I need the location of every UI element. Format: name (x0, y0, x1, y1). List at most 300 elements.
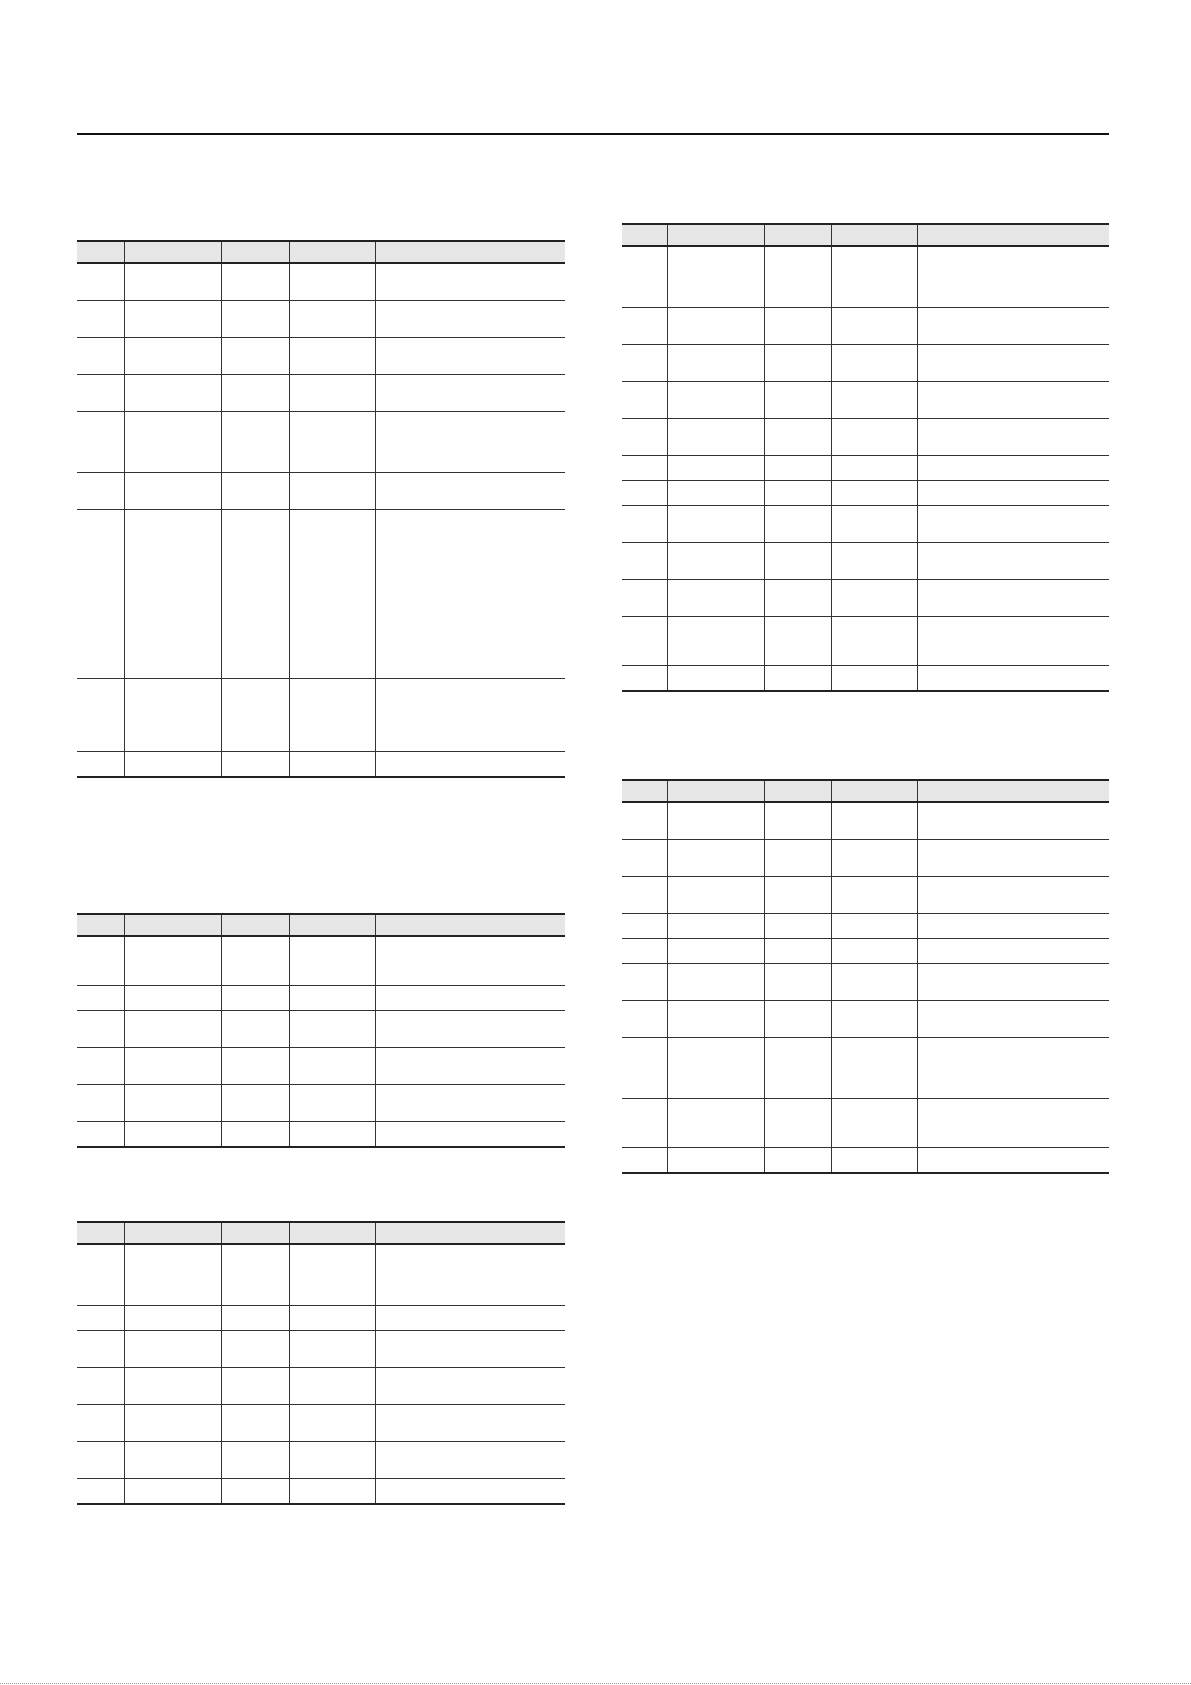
table-row (622, 456, 1109, 481)
table-row (77, 510, 565, 679)
table-cell (375, 1048, 565, 1085)
table-row (77, 679, 565, 752)
header-cell (375, 914, 565, 936)
table-cell (831, 419, 917, 456)
table-cell (124, 473, 221, 510)
table-header-row (77, 1222, 565, 1244)
table-cell (831, 877, 917, 914)
table-cell (124, 1368, 221, 1405)
table-cell (289, 338, 375, 375)
table-cell (124, 510, 221, 679)
table-cell (375, 412, 565, 473)
table-cell (764, 580, 831, 617)
table-cell (289, 1085, 375, 1122)
table-cell (667, 666, 764, 692)
table-header-row (77, 914, 565, 936)
table-cell (289, 473, 375, 510)
table-cell (375, 1122, 565, 1148)
table-cell (77, 263, 124, 301)
table-cell (375, 936, 565, 986)
table-cell (622, 506, 667, 543)
table-row (622, 506, 1109, 543)
table-row (622, 1001, 1109, 1038)
table-cell (622, 939, 667, 964)
parameter-table-3 (77, 1221, 565, 1505)
table-cell (764, 308, 831, 345)
table-cell (831, 506, 917, 543)
table-cell (667, 1099, 764, 1148)
parameter-table-2 (77, 913, 565, 1148)
table-row (77, 301, 565, 338)
table-row (622, 802, 1109, 840)
table-cell (622, 580, 667, 617)
table-cell (622, 877, 667, 914)
table-cell (667, 456, 764, 481)
table-cell (77, 375, 124, 412)
table-cell (124, 1244, 221, 1306)
header-cell (124, 241, 221, 263)
table-row (622, 308, 1109, 345)
table-cell (667, 964, 764, 1001)
table-cell (667, 308, 764, 345)
table-cell (221, 263, 289, 301)
table-cell (289, 1442, 375, 1479)
table-cell (77, 1048, 124, 1085)
table-cell (124, 1048, 221, 1085)
table-cell (77, 1122, 124, 1148)
table-cell (375, 375, 565, 412)
table-cell (831, 666, 917, 692)
table-cell (667, 939, 764, 964)
table-row (77, 986, 565, 1011)
table-cell (289, 1011, 375, 1048)
table-cell (77, 510, 124, 679)
table-cell (289, 936, 375, 986)
table-cell (917, 456, 1109, 481)
table-cell (831, 840, 917, 877)
table-cell (221, 1442, 289, 1479)
table-cell (124, 1085, 221, 1122)
table-cell (764, 246, 831, 308)
table-row (77, 338, 565, 375)
table-row (77, 1085, 565, 1122)
table-cell (622, 802, 667, 840)
table-cell (77, 679, 124, 752)
table-cell (289, 986, 375, 1011)
table-cell (77, 936, 124, 986)
table-cell (764, 939, 831, 964)
table-cell (77, 1368, 124, 1405)
table-cell (917, 419, 1109, 456)
header-cell (764, 780, 831, 802)
table-header-row (622, 780, 1109, 802)
table-row (622, 840, 1109, 877)
table-cell (221, 1085, 289, 1122)
table-row (622, 964, 1109, 1001)
table-row (77, 1368, 565, 1405)
table-cell (622, 456, 667, 481)
table-cell (77, 1442, 124, 1479)
table-cell (764, 840, 831, 877)
table-cell (289, 301, 375, 338)
table-cell (375, 510, 565, 679)
table-cell (667, 506, 764, 543)
table-cell (375, 473, 565, 510)
parameter-table-1 (77, 240, 565, 778)
table-cell (917, 506, 1109, 543)
table-cell (667, 802, 764, 840)
table-cell (124, 301, 221, 338)
table-row (77, 1405, 565, 1442)
table-cell (221, 752, 289, 778)
table-row (77, 1122, 565, 1148)
table-row (77, 1048, 565, 1085)
table-cell (221, 1331, 289, 1368)
table-cell (221, 1405, 289, 1442)
table-cell (831, 382, 917, 419)
table-cell (221, 1368, 289, 1405)
table-cell (622, 1001, 667, 1038)
table-cell (917, 345, 1109, 382)
table-cell (289, 1244, 375, 1306)
table-cell (764, 802, 831, 840)
header-cell (667, 224, 764, 246)
table-row (622, 481, 1109, 506)
table-row (622, 580, 1109, 617)
header-cell (667, 780, 764, 802)
table-cell (221, 679, 289, 752)
parameter-table-5 (622, 779, 1109, 1174)
table-row (622, 345, 1109, 382)
table-cell (124, 412, 221, 473)
table-cell (289, 263, 375, 301)
table-cell (831, 308, 917, 345)
table-cell (831, 345, 917, 382)
table-row (77, 1331, 565, 1368)
table-cell (917, 802, 1109, 840)
table-cell (764, 877, 831, 914)
table-cell (764, 543, 831, 580)
table-cell (622, 481, 667, 506)
table-cell (831, 1148, 917, 1174)
table-cell (667, 617, 764, 666)
table-cell (917, 914, 1109, 939)
table-cell (831, 481, 917, 506)
table-cell (375, 679, 565, 752)
table-cell (622, 419, 667, 456)
table-cell (917, 939, 1109, 964)
table-cell (917, 543, 1109, 580)
table-cell (917, 246, 1109, 308)
table-cell (289, 752, 375, 778)
table-cell (77, 1331, 124, 1368)
table-cell (124, 1306, 221, 1331)
table-cell (124, 1011, 221, 1048)
table-cell (917, 666, 1109, 692)
table-cell (124, 263, 221, 301)
table-cell (289, 1405, 375, 1442)
table-cell (221, 1048, 289, 1085)
header-cell (124, 1222, 221, 1244)
table-cell (831, 939, 917, 964)
table-cell (622, 1038, 667, 1099)
table-row (622, 419, 1109, 456)
table-cell (764, 1001, 831, 1038)
table-cell (77, 412, 124, 473)
table-row (77, 752, 565, 778)
table-row (622, 939, 1109, 964)
table-cell (831, 914, 917, 939)
header-cell (77, 241, 124, 263)
header-cell (77, 914, 124, 936)
table-cell (77, 473, 124, 510)
table-cell (667, 840, 764, 877)
table-row (622, 617, 1109, 666)
table-cell (289, 679, 375, 752)
table-cell (124, 986, 221, 1011)
table-cell (917, 1038, 1109, 1099)
table-cell (667, 580, 764, 617)
header-cell (221, 241, 289, 263)
table-cell (221, 473, 289, 510)
header-cell (221, 914, 289, 936)
table-cell (289, 510, 375, 679)
table-cell (375, 752, 565, 778)
table-cell (622, 1148, 667, 1174)
header-cell (375, 241, 565, 263)
table-cell (124, 1122, 221, 1148)
table-cell (375, 1244, 565, 1306)
table-cell (667, 877, 764, 914)
table-row (622, 1148, 1109, 1174)
table-row (77, 1479, 565, 1505)
table-cell (764, 1038, 831, 1099)
table-cell (667, 1148, 764, 1174)
table-row (77, 473, 565, 510)
table-cell (124, 1331, 221, 1368)
table-cell (667, 481, 764, 506)
table-cell (622, 345, 667, 382)
table-cell (221, 986, 289, 1011)
table-cell (221, 412, 289, 473)
table-row (622, 1038, 1109, 1099)
table-cell (831, 580, 917, 617)
table-cell (667, 1001, 764, 1038)
table-cell (764, 506, 831, 543)
table-cell (77, 1244, 124, 1306)
table-cell (764, 456, 831, 481)
table-cell (622, 964, 667, 1001)
table-row (622, 877, 1109, 914)
table-cell (289, 412, 375, 473)
table-cell (764, 914, 831, 939)
header-cell (289, 1222, 375, 1244)
table-row (622, 543, 1109, 580)
table-row (77, 1244, 565, 1306)
table-cell (917, 964, 1109, 1001)
table-cell (764, 419, 831, 456)
table-cell (831, 802, 917, 840)
header-cell (831, 224, 917, 246)
table-cell (622, 308, 667, 345)
table-row (77, 263, 565, 301)
table-row (622, 246, 1109, 308)
table-cell (831, 1001, 917, 1038)
table-cell (764, 617, 831, 666)
table-cell (917, 308, 1109, 345)
table-cell (622, 666, 667, 692)
table-cell (917, 1099, 1109, 1148)
table-cell (221, 1306, 289, 1331)
table-row (77, 1306, 565, 1331)
table-cell (667, 914, 764, 939)
table-cell (917, 580, 1109, 617)
table-cell (221, 301, 289, 338)
table-row (77, 1442, 565, 1479)
table-cell (622, 914, 667, 939)
table-cell (917, 840, 1109, 877)
table-row (77, 936, 565, 986)
header-cell (77, 1222, 124, 1244)
table-row (77, 375, 565, 412)
header-cell (289, 241, 375, 263)
table-cell (917, 1148, 1109, 1174)
table-cell (124, 1479, 221, 1505)
table-cell (375, 263, 565, 301)
table-cell (375, 1306, 565, 1331)
table-cell (375, 1085, 565, 1122)
table-cell (77, 1306, 124, 1331)
table-row (77, 412, 565, 473)
table-cell (289, 1368, 375, 1405)
table-cell (289, 1331, 375, 1368)
table-cell (375, 301, 565, 338)
table-cell (77, 986, 124, 1011)
table-cell (831, 543, 917, 580)
header-cell (124, 914, 221, 936)
table-cell (917, 617, 1109, 666)
table-cell (77, 1405, 124, 1442)
parameter-table-4 (622, 223, 1109, 692)
table-cell (764, 666, 831, 692)
table-cell (124, 375, 221, 412)
header-cell (221, 1222, 289, 1244)
table-cell (124, 338, 221, 375)
table-cell (221, 1011, 289, 1048)
table-cell (667, 419, 764, 456)
table-cell (622, 617, 667, 666)
table-cell (77, 301, 124, 338)
table-cell (764, 345, 831, 382)
table-cell (917, 877, 1109, 914)
table-cell (124, 1405, 221, 1442)
table-cell (77, 752, 124, 778)
header-cell (917, 224, 1109, 246)
table-cell (124, 752, 221, 778)
table-cell (375, 1442, 565, 1479)
table-header-row (77, 241, 565, 263)
header-cell (831, 780, 917, 802)
table-cell (667, 1038, 764, 1099)
header-cell (622, 780, 667, 802)
table-cell (124, 679, 221, 752)
table-cell (764, 382, 831, 419)
table-cell (831, 456, 917, 481)
header-cell (764, 224, 831, 246)
table-cell (375, 1479, 565, 1505)
table-cell (221, 1479, 289, 1505)
table-cell (375, 338, 565, 375)
header-cell (375, 1222, 565, 1244)
table-cell (667, 382, 764, 419)
table-cell (221, 936, 289, 986)
table-cell (764, 481, 831, 506)
table-row (622, 382, 1109, 419)
table-cell (622, 382, 667, 419)
table-cell (622, 543, 667, 580)
table-cell (917, 382, 1109, 419)
table-cell (221, 1122, 289, 1148)
table-cell (221, 510, 289, 679)
header-cell (622, 224, 667, 246)
table-cell (77, 1011, 124, 1048)
table-cell (289, 375, 375, 412)
table-cell (124, 1442, 221, 1479)
table-cell (764, 1148, 831, 1174)
table-row (622, 1099, 1109, 1148)
table-cell (622, 246, 667, 308)
table-cell (77, 1085, 124, 1122)
table-cell (289, 1048, 375, 1085)
table-cell (622, 1099, 667, 1148)
table-cell (831, 617, 917, 666)
table-cell (77, 1479, 124, 1505)
footer-dotted-line (0, 1683, 1191, 1684)
table-cell (667, 543, 764, 580)
table-cell (289, 1122, 375, 1148)
table-row (77, 1011, 565, 1048)
table-header-row (622, 224, 1109, 246)
table-cell (831, 1099, 917, 1148)
header-cell (917, 780, 1109, 802)
table-cell (289, 1479, 375, 1505)
table-cell (667, 246, 764, 308)
table-cell (77, 338, 124, 375)
table-row (622, 914, 1109, 939)
table-cell (375, 1331, 565, 1368)
table-cell (375, 1405, 565, 1442)
table-cell (221, 338, 289, 375)
table-cell (831, 964, 917, 1001)
table-cell (289, 1306, 375, 1331)
table-cell (375, 986, 565, 1011)
table-cell (764, 1099, 831, 1148)
table-cell (375, 1368, 565, 1405)
table-cell (221, 1244, 289, 1306)
header-rule (77, 133, 1109, 135)
table-cell (221, 375, 289, 412)
table-cell (667, 345, 764, 382)
table-row (622, 666, 1109, 692)
table-cell (831, 246, 917, 308)
table-cell (124, 936, 221, 986)
table-cell (917, 481, 1109, 506)
table-cell (622, 840, 667, 877)
header-cell (289, 914, 375, 936)
table-cell (831, 1038, 917, 1099)
table-cell (375, 1011, 565, 1048)
table-cell (917, 1001, 1109, 1038)
